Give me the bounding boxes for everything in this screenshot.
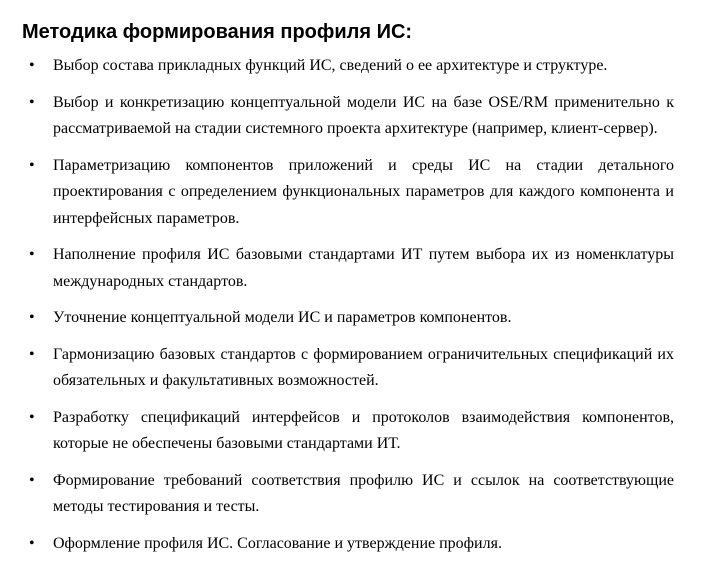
list-item <box>22 468 674 521</box>
list-item-text: Наполнение профиля ИС базовыми стандартами ИТ путем выбора их из номенклатуры международных стандартов. <box>53 246 674 290</box>
list-item-text: Выбор и конкретизацию концептуальной модели ИС на базе OSE/RM применительно к рассматриваемой на стадии системного проекта архитектуре (например, клиент-сервер). <box>53 93 674 137</box>
bullet-icon: • <box>29 156 35 174</box>
list-item <box>22 342 674 395</box>
list-item <box>22 531 674 558</box>
bullet-icon: • <box>29 408 35 426</box>
bullet-icon: • <box>29 246 35 263</box>
list-item <box>22 153 674 233</box>
bullet-icon: • <box>29 345 35 363</box>
list-item <box>22 90 674 143</box>
list-item-text: Разработку спецификаций интерфейсов и протоколов взаимодействия компонентов, которые не обеспечены базовыми стандартами ИТ. <box>53 408 674 452</box>
slide-title: Методика формирования профиля ИС: <box>22 21 413 43</box>
list-item-text: Выбор состава прикладных функций ИС, сведений о ее архитектуре и структуре. <box>53 57 608 74</box>
list-item-text: Уточнение концептуальной модели ИС и параметров компонентов. <box>53 309 512 326</box>
list-item-text: Формирование требований соответствия профилю ИС и ссылок на соответствующие методы тестирования и тесты. <box>53 471 674 515</box>
list-item <box>22 305 674 332</box>
list-item <box>22 405 674 458</box>
bullet-icon: • <box>29 57 35 74</box>
bullet-icon: • <box>29 309 35 326</box>
bullet-icon: • <box>29 471 35 489</box>
list-item <box>22 242 674 295</box>
list-item-text: Параметризацию компонентов приложений и среды ИС на стадии детального проектирования с определением функциональных параметров для каждого компонента и интерфейсных параметров. <box>53 156 674 227</box>
bullet-list <box>22 53 674 567</box>
list-item <box>22 53 674 80</box>
list-item-text: Гармонизацию базовых стандартов с формированием ограничительных спецификаций их обязательных и факультативных возможностей. <box>53 345 674 389</box>
list-item-text: Оформление профиля ИС. Согласование и утверждение профиля. <box>53 534 502 552</box>
bullet-icon: • <box>29 534 35 552</box>
bullet-icon: • <box>29 93 35 111</box>
